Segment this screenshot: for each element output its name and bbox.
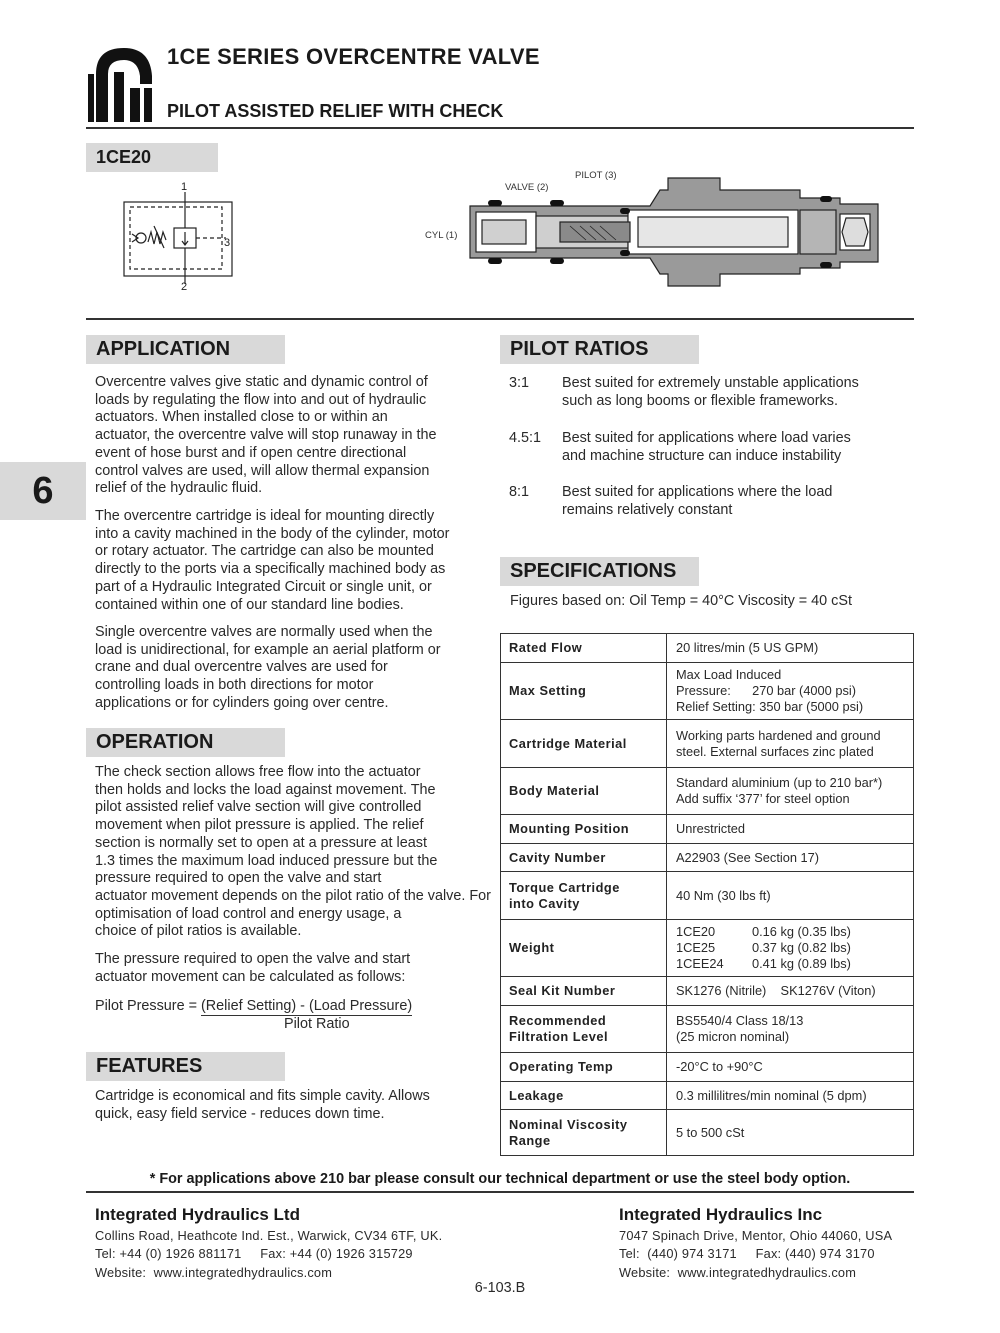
symbol-port-3: 3: [224, 237, 231, 249]
uk-phone: Tel: +44 (0) 1926 881171 Fax: +44 (0) 1926 315729: [95, 1246, 413, 1261]
section-divider: [86, 318, 914, 320]
pilot-port-label: PILOT (3): [575, 170, 617, 181]
header-divider: [86, 127, 914, 129]
spec-value: Max Load Induced Pressure: 270 bar (4000 psi) Relief Setting: 350 bar (5000 psi): [667, 663, 914, 720]
pilot-ratio-value: 8:1: [509, 484, 530, 500]
pilot-ratios-heading: PILOT RATIOS: [500, 335, 699, 364]
table-row: [501, 844, 914, 872]
spec-value: SK1276 (Nitrile) SK1276V (Viton): [667, 977, 914, 1006]
us-website: Website: www.integratedhydraulics.com: [619, 1265, 857, 1280]
spec-value: 5 to 500 cSt: [667, 1110, 914, 1156]
application-paragraph-1: Overcentre valves give static and dynamic control of loads by regulating the flow into and out of hydraulic actuators. When installed close to or within an actuator, the overcentre valve will stop runaway in the event of hose burst and if open centre directional control valves are used, will allow thermal expansion relief of the hydraulic fluid.: [95, 374, 437, 497]
spec-value: A22903 (See Section 17): [667, 844, 914, 872]
page-subtitle: PILOT ASSISTED RELIEF WITH CHECK: [167, 101, 504, 121]
application-paragraph-2: The overcentre cartridge is ideal for mounting directly into a cavity machined in the body of the cylinder, motor or rotary actuator. The cartridge can also be mounted directly to the ports via a specifically machined body as part of a Hydraulic Integrated Circuit or single unit, or contained within one of our standard line bodies.: [95, 508, 450, 613]
cyl-port-label: CYL (1): [425, 230, 458, 241]
table-row: [501, 1053, 914, 1082]
hydraulic-symbol-diagram: [118, 180, 238, 292]
table-row: [501, 815, 914, 844]
formula-denominator: Pilot Ratio: [284, 1016, 350, 1032]
model-tag: 1CE20: [86, 143, 218, 172]
page-number: 6-103.B: [474, 1280, 526, 1296]
spec-key: Recommended Filtration Level: [501, 1006, 667, 1053]
us-address: 7047 Spinach Drive, Mentor, Ohio 44060, USA: [619, 1228, 893, 1243]
spec-key: Mounting Position: [501, 815, 667, 844]
footer-divider: [86, 1191, 914, 1193]
footer-us-address: [619, 1205, 919, 1282]
formula-lhs: Pilot Pressure =: [95, 998, 201, 1014]
spec-key: Body Material: [501, 768, 667, 815]
pilot-ratio-value: 4.5:1: [509, 430, 542, 446]
uk-address: Collins Road, Heathcote Ind. Est., Warwick, CV34 6TF, UK.: [95, 1228, 443, 1243]
pilot-ratio-item: [509, 429, 909, 465]
table-row: [501, 1082, 914, 1110]
spec-value: BS5540/4 Class 18/13 (25 micron nominal): [667, 1006, 914, 1053]
footer-uk-address: [95, 1205, 545, 1282]
spec-value: Working parts hardened and ground steel. External surfaces zinc plated: [667, 720, 914, 768]
spec-value: 0.3 millilitres/min nominal (5 dpm): [667, 1082, 914, 1110]
spec-value: Unrestricted: [667, 815, 914, 844]
table-row: [501, 1110, 914, 1156]
spec-value: 40 Nm (30 lbs ft): [667, 872, 914, 920]
table-row: [501, 720, 914, 768]
application-heading: APPLICATION: [86, 335, 285, 364]
table-row: [501, 977, 914, 1006]
operation-paragraph-1: The check section allows free flow into the actuator then holds and locks the load against movement. The pilot assisted relief valve section will give controlled movement when pilot pressure is applied. The relief section is normally set to open at a pressure at least 1.3 times the maximum load induced pressure but the pressure required to open the valve and start actuator movement depends on the pilot ratio of the valve. For optimisation of load control and energy usage, a choice of pilot ratios is available.: [95, 764, 491, 940]
uk-company-name: Integrated Hydraulics Ltd: [95, 1205, 300, 1224]
table-row: [501, 1006, 914, 1053]
spec-key: Nominal Viscosity Range: [501, 1110, 667, 1156]
features-text: Cartridge is economical and fits simple cavity. Allows quick, easy field service - reduces down time.: [95, 1088, 430, 1122]
formula-numerator: (Relief Setting) - (Load Pressure): [200, 998, 413, 1014]
spec-value: 20 litres/min (5 US GPM): [667, 634, 914, 663]
pilot-ratio-item: [509, 374, 909, 410]
pilot-pressure-formula: [95, 998, 495, 1016]
symbol-port-2: 2: [181, 281, 188, 292]
valve-port-label: VALVE (2): [505, 182, 549, 193]
cartridge-section-drawing: [420, 170, 890, 294]
spec-key: Weight: [501, 920, 667, 977]
table-row: [501, 634, 914, 663]
section-tab: 6: [0, 462, 86, 520]
specifications-note: Figures based on: Oil Temp = 40°C Viscosity = 40 cSt: [510, 593, 852, 609]
spec-key: Cartridge Material: [501, 720, 667, 768]
uk-website: Website: www.integratedhydraulics.com: [95, 1265, 333, 1280]
us-phone: Tel: (440) 974 3171 Fax: (440) 974 3170: [619, 1246, 875, 1261]
page-title: 1CE SERIES OVERCENTRE VALVE: [167, 44, 540, 69]
spec-key: Seal Kit Number: [501, 977, 667, 1006]
pilot-ratio-desc: Best suited for applications where load varies and machine structure can induce instability: [562, 430, 851, 464]
symbol-port-1: 1: [181, 181, 188, 193]
pilot-ratio-desc: Best suited for extremely unstable applications such as long booms or flexible frameworks.: [562, 375, 859, 409]
features-heading: FEATURES: [86, 1052, 285, 1081]
operation-paragraph-2: The pressure required to open the valve and start actuator movement can be calculated as follows:: [95, 951, 411, 985]
table-row: [501, 768, 914, 815]
table-row: [501, 663, 914, 720]
pilot-ratio-desc: Best suited for applications where the load remains relatively constant: [562, 484, 833, 518]
company-logo: [88, 44, 154, 122]
pilot-ratio-item: [509, 483, 909, 519]
table-row: [501, 872, 914, 920]
spec-key: Rated Flow: [501, 634, 667, 663]
spec-value: 1CE20 0.16 kg (0.35 lbs) 1CE25 0.37 kg (0.82 lbs) 1CEE24 0.41 kg (0.89 lbs): [667, 920, 914, 977]
spec-value: -20°C to +90°C: [667, 1053, 914, 1082]
us-company-name: Integrated Hydraulics Inc: [619, 1205, 823, 1224]
footnote: * For applications above 210 bar please consult our technical department or use the steel body option.: [149, 1171, 851, 1187]
spec-key: Leakage: [501, 1082, 667, 1110]
table-row: [501, 920, 914, 977]
spec-key: Cavity Number: [501, 844, 667, 872]
spec-key: Torque Cartridge into Cavity: [501, 872, 667, 920]
pilot-ratio-value: 3:1: [509, 375, 530, 391]
spec-key: Operating Temp: [501, 1053, 667, 1082]
specifications-heading: SPECIFICATIONS: [500, 557, 699, 586]
operation-heading: OPERATION: [86, 728, 285, 757]
specifications-table: [500, 633, 914, 1156]
spec-value: Standard aluminium (up to 210 bar*) Add suffix ‘377’ for steel option: [667, 768, 914, 815]
spec-key: Max Setting: [501, 663, 667, 720]
application-paragraph-3: Single overcentre valves are normally used when the load is unidirectional, for example an aerial platform or crane and dual overcentre valves are used for controlling loads in both directions for motor applications or for cylinders going over centre.: [95, 624, 441, 711]
